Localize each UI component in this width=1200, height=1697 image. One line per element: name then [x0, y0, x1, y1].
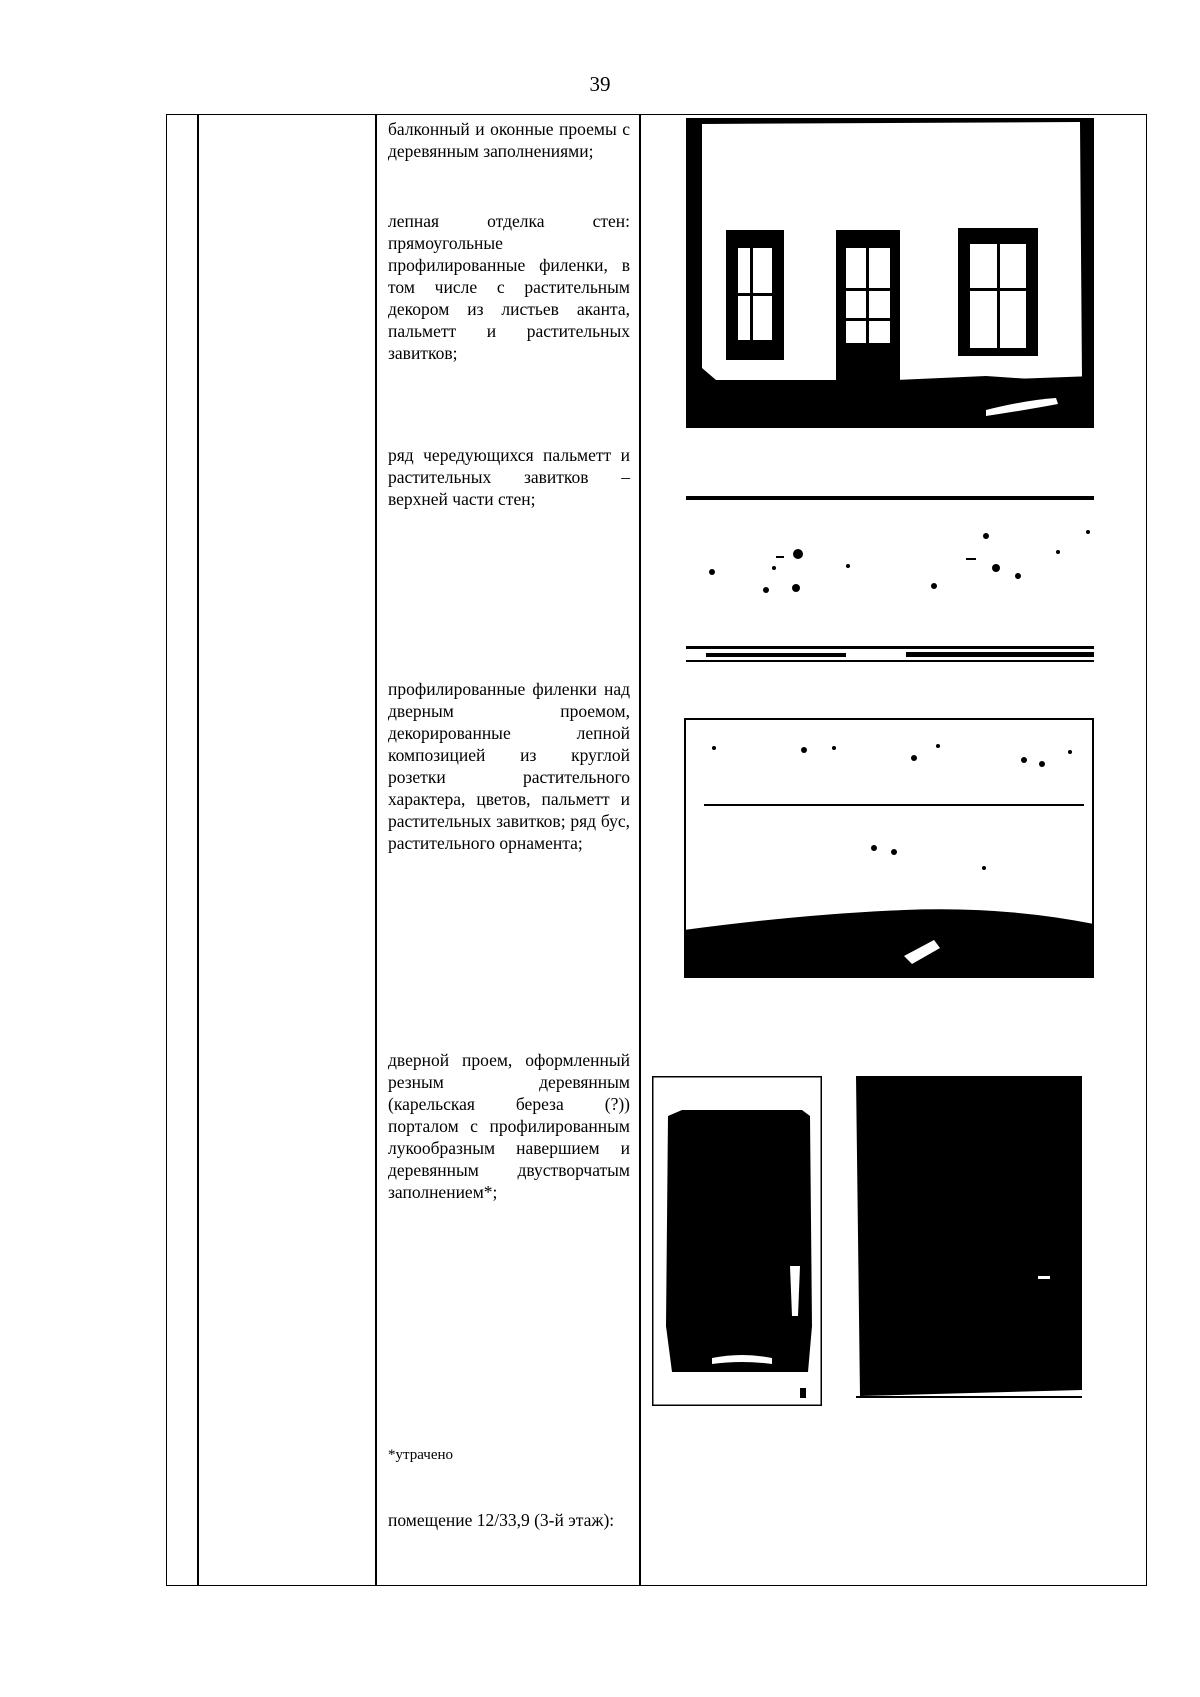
description-text: профилированные филенки над дверным проемом, декорированные лепной композицией из круглой розетки растительного характера, цветов, пальметт и растительных завитков; ряд бус, растительного орнамента; [388, 679, 630, 853]
door-panel-photo [684, 718, 1094, 978]
frieze-photo [686, 496, 1094, 668]
room-windows-photo [686, 118, 1094, 428]
dark-door-photo [856, 1076, 1082, 1402]
column-divider [197, 114, 199, 1586]
description-text: помещение 12/33,9 (3-й этаж): [388, 1510, 615, 1530]
description-text: балконный и оконные проемы с деревянным заполнениями; [388, 119, 630, 161]
description-text: дверной проем, оформленный резным деревянным (карельская береза (?)) порталом с профилированным лукообразным навершием и деревянным двустворчатым заполнением*; [388, 1050, 630, 1202]
column-divider [639, 114, 641, 1586]
footnote: *утрачено [388, 1447, 454, 1463]
page-number: 39 [589, 72, 611, 96]
door-portal-photo [652, 1076, 822, 1406]
description-text: ряд чередующихся пальметт и растительных завитков – верхней части стен; [388, 445, 630, 509]
column-divider [375, 114, 377, 1586]
description-text: лепная отделка стен: прямоугольные профилированные филенки, в том числе с растительным декором из листьев аканта, пальметт и растительных завитков; [388, 211, 630, 363]
